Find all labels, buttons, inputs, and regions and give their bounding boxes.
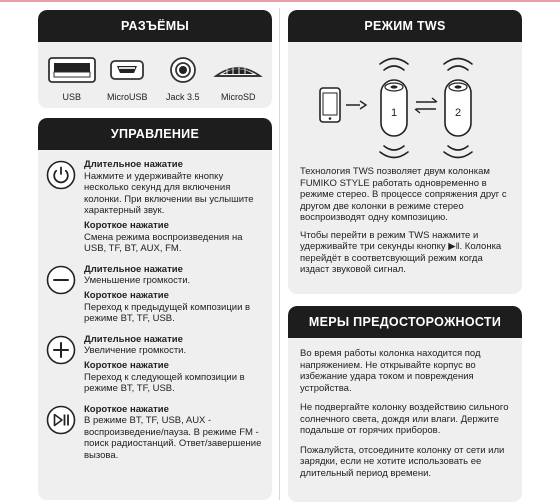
column-divider: [279, 8, 280, 500]
connectors-title: РАЗЪЁМЫ: [38, 10, 272, 42]
tws-title: РЕЖИМ TWS: [288, 10, 522, 42]
connector-jack: [156, 52, 210, 102]
connector-usb: [45, 52, 99, 102]
press-action-text: В режиме BT, TF, USB, AUX - воспроизведение/пауза. В режиме FM - поиск радиостанций. Ответ/завершение вызова.: [84, 415, 262, 462]
controls-card: [38, 118, 272, 500]
arrow-right-icon: [346, 101, 366, 109]
precaution-paragraph: Пожалуйста, отсоедините колонку от сети или зарядки, если не хотите использовать ее длительный период времени.: [300, 444, 505, 479]
right-column: [288, 10, 522, 502]
speaker-2-label: 2: [454, 107, 462, 119]
play-pause-button-icon: [46, 405, 76, 435]
press-type-heading: Короткое нажатие: [84, 289, 169, 301]
control-block-plus: [38, 331, 272, 397]
microusb-port-icon: [107, 52, 147, 88]
connector-microsd: [211, 52, 265, 102]
precautions-title: МЕРЫ ПРЕДОСТОРОЖНОСТИ: [288, 306, 522, 338]
control-block-power: [38, 156, 272, 257]
connectors-card: [38, 10, 272, 108]
press-action-text: Переход к предыдущей композиции в режиме BT, TF, USB.: [84, 301, 251, 325]
left-column: [38, 10, 272, 500]
precautions-body: [288, 338, 522, 479]
connector-label: USB: [62, 92, 81, 102]
connector-label: MicroUSB: [106, 92, 148, 102]
connector-label: MicroSD: [220, 92, 256, 102]
tws-description: [288, 166, 522, 276]
press-action-text: Смена режима воспроизведения на USB, TF, BT, AUX, FM.: [84, 231, 243, 255]
smartphone-icon: [320, 88, 340, 122]
connector-label: Jack 3.5: [165, 92, 200, 102]
press-action-text: Уменьшение громкости.: [84, 275, 191, 287]
press-type-heading: Длительное нажатие: [84, 333, 183, 345]
audio-jack-icon: [165, 52, 201, 88]
tws-card: [288, 10, 522, 294]
page-top-rule: [0, 0, 560, 2]
plus-button-icon: [46, 335, 76, 365]
minus-button-icon: [46, 265, 76, 295]
controls-title: УПРАВЛЕНИЕ: [38, 118, 272, 150]
control-block-minus: [38, 261, 272, 327]
press-type-heading: Длительное нажатие: [84, 263, 183, 275]
microsd-slot-icon: [213, 52, 263, 88]
precautions-card: [288, 306, 522, 502]
press-action-text: Переход к следующей композиции в режиме BT, TF, USB.: [84, 371, 245, 395]
press-type-heading: Короткое нажатие: [84, 359, 169, 371]
press-type-heading: Короткое нажатие: [84, 219, 169, 231]
power-button-icon: [46, 160, 76, 190]
tws-paragraph: Технология TWS позволяет двум колонкам FUMIKO STYLE работать одновременно в режиме стерео. В процессе сопряжения друг с другом две колонки в режиме стерео воспроизводят одну композицию.: [300, 166, 507, 223]
press-action-text: Увеличение громкости.: [84, 345, 187, 357]
usb-port-icon: [47, 52, 97, 88]
tws-illustration: [288, 42, 522, 166]
press-action-text: Нажмите и удерживайте кнопку несколько секунд для включения колонки. При включении вы услышите характерный звук.: [84, 170, 254, 217]
precaution-paragraph: Не подвергайте колонку воздействию сильного солнечного света, дождя или влаги. Держите подальше от горячих приборов.: [300, 402, 509, 436]
connectors-row: [38, 42, 272, 102]
tws-paragraph: Чтобы перейти в режим TWS нажмите и удерживайте три секунды кнопку ▶‖. Колонка перейдёт в соответсвующий режим когда издаст звуковой сигнал.: [300, 229, 502, 275]
pairing-arrows-icon: [415, 98, 437, 113]
control-block-play-pause: [38, 401, 272, 464]
press-type-heading: Короткое нажатие: [84, 403, 169, 415]
precaution-paragraph: Во время работы колонка находится под напряжением. Не открывайте корпус во избежание удара током и повреждения устройства.: [300, 348, 481, 394]
press-type-heading: Длительное нажатие: [84, 159, 183, 170]
speaker-1-label: 1: [390, 107, 398, 119]
connector-microusb: [100, 52, 154, 102]
